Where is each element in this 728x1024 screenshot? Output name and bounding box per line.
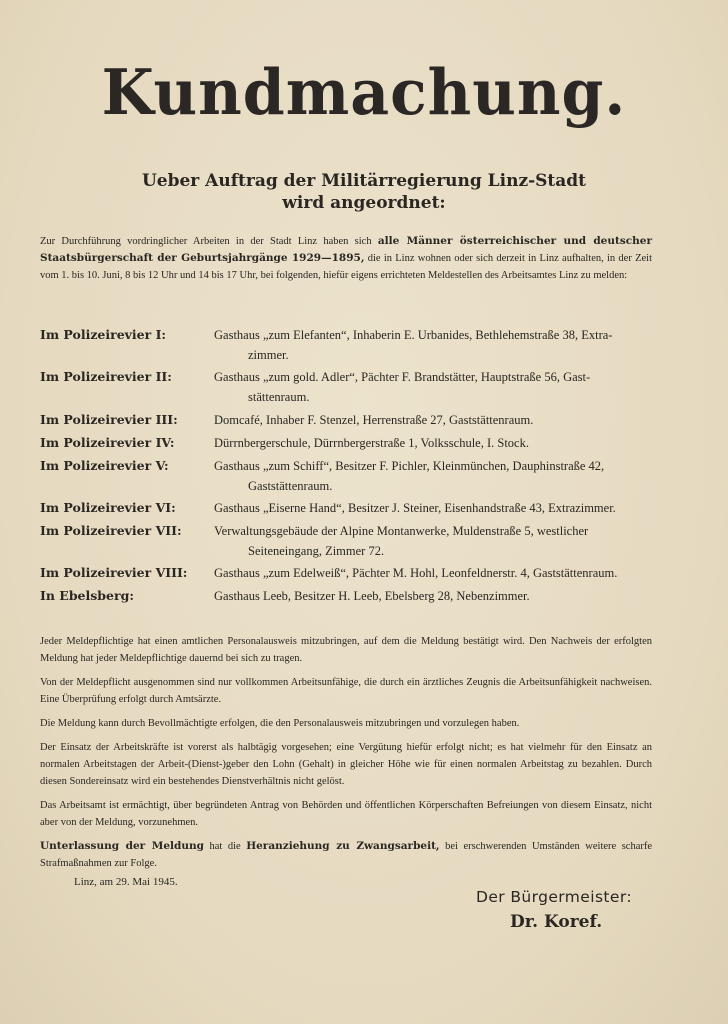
district-label: Im Polizeirevier I: — [40, 327, 167, 342]
district-address — [214, 433, 654, 453]
address-line-1: Gasthaus „Eiserne Hand“, Besitzer J. Steiner, Eisenhandstraße 43, Extrazimmer. — [214, 501, 616, 515]
intro-text-end: die in Linz wohnen oder sich derzeit in Linz aufhalten, in der Zeit vom 1. bis 10. Juni, 8 bis 12 Uhr und 14 bis 17 Uhr, bei folgenden, hiefür eigens errichteten Meldestellen des Arbeitsamtes Linz zu melden: — [40, 253, 652, 281]
district-address — [214, 410, 654, 430]
poster-subtitle — [0, 170, 728, 214]
address-line-1: Dürrnbergerschule, Dürrnbergerstraße 1, Volksschule, I. Stock. — [214, 436, 529, 450]
registration-office-list — [40, 325, 654, 606]
district-address — [214, 456, 654, 496]
regulation-paragraph: Der Einsatz der Arbeitskräfte ist vorerst als halbtägig vorgesehen; eine Vergütung hiefür erfolgt nicht; es hat vielmehr für den Einsatz an normalen Arbeitstagen der Arbeit-(Dienst-)geber den Lohn (Gehalt) in gleicher Höhe wie für einen normalen Arbeitstag zu bezahlen. Durch diesen Sondereinsatz wird ein bestehendes Dienstverhältnis nicht gelöst. — [40, 742, 652, 787]
district-label: Im Polizeirevier VI: — [40, 500, 176, 515]
address-line-1: Domcafé, Inhaber F. Stenzel, Herrenstraße 27, Gaststättenraum. — [214, 413, 534, 427]
district-row — [40, 563, 654, 583]
district-address — [214, 563, 654, 583]
district-row — [40, 521, 654, 561]
subtitle-line-1: Ueber Auftrag der Militärregierung Linz-Stadt — [141, 171, 587, 191]
district-address — [214, 498, 654, 518]
regulation-paragraph: Das Arbeitsamt ist ermächtigt, über begründeten Antrag von Behörden und öffentlichen Körperschaften Befreiungen von diesem Einsatz, nicht aber von der Meldung, vorzunehmen. — [40, 800, 652, 828]
address-line-1: Gasthaus „zum gold. Adler“, Pächter F. Brandstätter, Hauptstraße 56, Gast- — [214, 370, 591, 384]
regulation-paragraph: Von der Meldepflicht ausgenommen sind nur vollkommen Arbeitsunfähige, die durch ein ärztliches Zeugnis die Arbeitsunfähigkeit nachweisen. Eine Überprüfung erfolgt durch Amtsärzte. — [40, 677, 652, 705]
district-row — [40, 410, 654, 430]
district-row — [40, 433, 654, 453]
penalty-bold-2: Heranziehung zu Zwangsarbeit, — [246, 840, 440, 852]
regulation-paragraphs — [40, 633, 652, 879]
district-row — [40, 586, 654, 606]
district-row — [40, 498, 654, 518]
district-label: Im Polizeirevier II: — [40, 369, 172, 384]
penalty-bold-1: Unterlassung der Meldung — [40, 840, 204, 852]
district-label: Im Polizeirevier VIII: — [40, 565, 188, 580]
address-line-2: zimmer. — [248, 348, 289, 362]
intro-bold-text: alle Männer österreichischer und deutscher Staatsbürgerschaft der Geburtsjahrgänge 1929—1895, — [40, 235, 653, 264]
district-label: Im Polizeirevier III: — [40, 412, 178, 427]
district-row — [40, 367, 654, 407]
address-line-1: Gasthaus „zum Elefanten“, Inhaberin E. Urbanides, Bethlehemstraße 38, Extra- — [214, 328, 613, 342]
subtitle-line-2: wird angeordnet: — [282, 193, 446, 213]
penalty-text-mid: hat die — [203, 841, 247, 852]
intro-text-start: Zur Durchführung vordringlicher Arbeiten in der Stadt Linz haben sich — [40, 236, 378, 247]
penalty-paragraph — [40, 838, 652, 872]
issue-date: Linz, am 29. Mai 1945. — [74, 876, 178, 888]
district-address — [214, 325, 654, 365]
poster-title: Kundmachung. — [101, 56, 627, 130]
district-label: Im Polizeirevier IV: — [40, 435, 175, 450]
district-label: Im Polizeirevier V: — [40, 458, 169, 473]
address-line-2: Seiteneingang, Zimmer 72. — [248, 544, 385, 558]
penalty-text-end: bei erschwerenden Umständen weitere scharfe Strafmaßnahmen zur Folge. — [40, 841, 653, 869]
district-address — [214, 367, 654, 407]
address-line-1: Verwaltungsgebäude der Alpine Montanwerke, Muldenstraße 5, westlicher — [214, 524, 589, 538]
district-address — [214, 586, 654, 606]
district-label: Im Polizeirevier VII: — [40, 523, 182, 538]
district-label: In Ebelsberg: — [40, 588, 134, 603]
intro-paragraph — [40, 233, 652, 284]
signer-title: Der Bürgermeister: — [476, 888, 632, 906]
district-row — [40, 456, 654, 496]
address-line-2: Gaststättenraum. — [248, 479, 333, 493]
address-line-1: Gasthaus „zum Edelweiß“, Pächter M. Hohl, Leonfeldnerstr. 4, Gaststättenraum. — [214, 566, 618, 580]
address-line-2: stättenraum. — [248, 390, 310, 404]
regulation-paragraph: Jeder Meldepflichtige hat einen amtlichen Personalausweis mitzubringen, auf dem die Meldung bestätigt wird. Den Nachweis der erfolgten Meldung hat jeder Meldepflichtige dauernd bei sich zu tragen. — [40, 636, 652, 664]
signer-name: Dr. Koref. — [510, 912, 603, 932]
regulation-paragraph: Die Meldung kann durch Bevollmächtigte erfolgen, die den Personalausweis mitzubringen und vorzulegen haben. — [40, 718, 520, 729]
address-line-1: Gasthaus Leeb, Besitzer H. Leeb, Ebelsberg 28, Nebenzimmer. — [214, 589, 530, 603]
address-line-1: Gasthaus „zum Schiff“, Besitzer F. Pichler, Kleinmünchen, Dauphinstraße 42, — [214, 459, 605, 473]
district-address — [214, 521, 654, 561]
district-row — [40, 325, 654, 365]
